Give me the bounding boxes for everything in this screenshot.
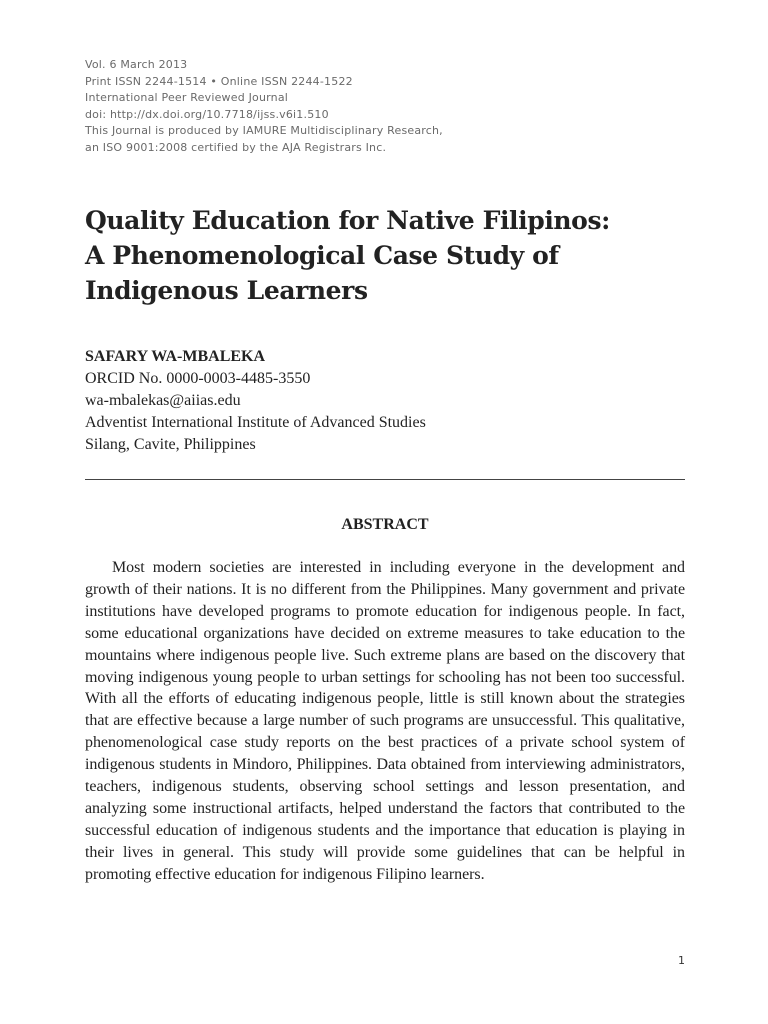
- journal-volume: Vol. 6 March 2013: [85, 58, 188, 71]
- journal-certification: an ISO 9001:2008 certified by the AJA Registrars Inc.: [85, 140, 387, 154]
- abstract-heading: ABSTRACT: [341, 516, 429, 533]
- journal-producer: This Journal is produced by IAMURE Multidisciplinary Research,: [85, 124, 443, 137]
- article-title-line-1: Quality Education for Native Filipinos:: [85, 206, 610, 235]
- journal-meta: [85, 57, 443, 156]
- article-title-line-3: Indigenous Learners: [85, 276, 368, 305]
- author-location: Silang, Cavite, Philippines: [85, 436, 256, 453]
- author-name: SAFARY WA-MBALEKA: [85, 348, 266, 365]
- section-divider: [85, 479, 685, 480]
- journal-issn: Print ISSN 2244-1514 • Online ISSN 2244-1522: [85, 74, 353, 88]
- journal-type: International Peer Reviewed Journal: [85, 91, 289, 104]
- author-block: [85, 346, 426, 456]
- author-institution: Adventist International Institute of Advanced Studies: [85, 414, 426, 431]
- article-title: [85, 203, 705, 308]
- author-email: wa-mbalekas@aiias.edu: [85, 392, 241, 409]
- author-orcid: ORCID No. 0000-0003-4485-3550: [85, 370, 311, 387]
- page-number: 1: [678, 954, 685, 967]
- abstract-text: Most modern societies are interested in including everyone in the development and growth of their nations. It is no different from the Philippines. Many government and private institutions have developed programs to promote education for indigenous people. In fact, some educational organizations have decided on extreme measures to take education to the mountains where indigenous people live. Such extreme plans are based on the discovery that moving indigenous young people to urban settings for schooling has not been too successful. With all the efforts of educating indigenous people, little is still known about the strategies that are effective because a large number of such programs are unsuccessful. This qualitative, phenomenological case study reports on the best practices of a private school system of indigenous students in Mindoro, Philippines. Data obtained from interviewing administrators, teachers, indigenous students, observing school settings and lesson presentation, and analyzing some instructional artifacts, helped understand the factors that contributed to the successful education of indigenous students and the importance that education is playing in their lives in general. This study will provide some guidelines that can be helpful in promoting effective education for indigenous Filipino learners.: [85, 559, 685, 883]
- article-title-line-2: A Phenomenological Case Study of: [85, 241, 559, 270]
- journal-doi: doi: http://dx.doi.org/10.7718/ijss.v6i1.510: [85, 107, 329, 121]
